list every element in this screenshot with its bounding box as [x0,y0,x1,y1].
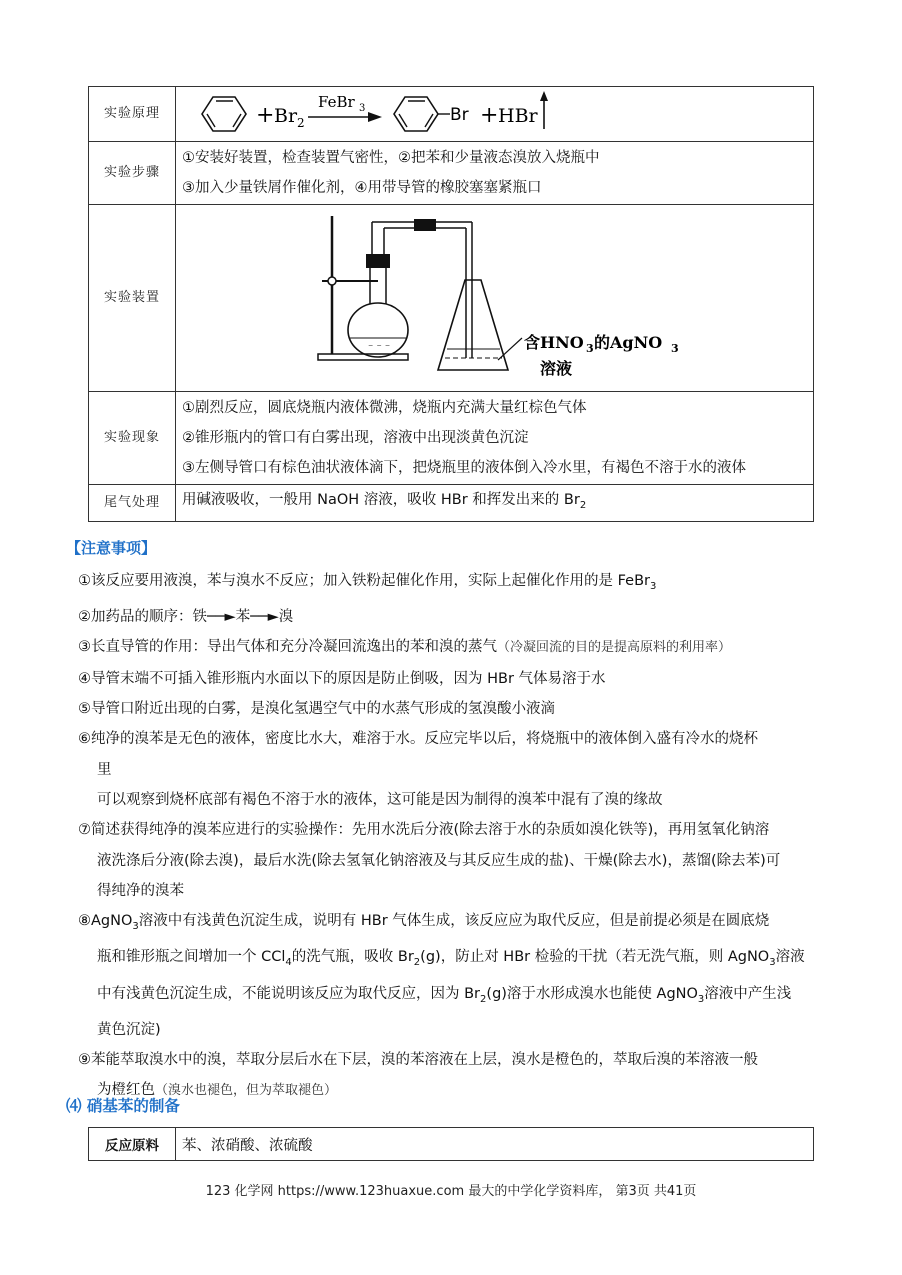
conical-flask [438,280,508,370]
page-footer: 123 化学网 https://www.123huaxue.com 最大的中学化学资料库， 第3页 共41页 [205,1184,697,1199]
nitrobenzene-table [88,1127,814,1161]
phenomenon-line: ②锥形瓶内的管口有白雾出现，溶液中出现淡黄色沉淀 [182,430,529,446]
note-item: ⑥纯净的溴苯是无色的液体，密度比水大，难溶于水。反应完毕以后，将烧瓶中的液体倒入盛有冷水的烧杯 [78,731,758,748]
note-item: ⑧AgNO$_3$溶液中有浅黄色沉淀生成，说明有 HBr 气体生成，该反应应为取代反应，但是前提必须是在圆底烧 [78,913,770,933]
product-br: Br [450,105,469,125]
stand-base [318,354,408,360]
row-label: 反应原料 [89,1128,176,1161]
note-item: 中有浅黄色沉淀生成，不能说明该反应为取代反应，因为 $Br_2(g)$溶于水形成溴水也能使 AgNO$_3$溶液中产生浅 [97,985,792,1005]
svg-text:3: 3 [586,342,594,355]
apparatus-label: 含HNO [524,333,584,352]
plus-sign-2: + [480,103,499,128]
steps-cell [176,142,814,205]
note-item: 里 [97,761,112,778]
arrow-icon: ──► [250,609,279,626]
svg-text:溶液: 溶液 [540,359,573,378]
step-line: ①安装好装置，检查装置气密性，②把苯和少量液态溴放入烧瓶中 [182,150,600,166]
row-label: 尾气处理 [89,485,176,522]
connector [414,219,436,231]
note-item: ⑨苯能萃取溴水中的溴，萃取分层后水在下层，溴的苯溶液在上层，溴水是橙色的，萃取后溴的苯溶液一般 [78,1052,758,1069]
note-item: ④导管末端不可插入锥形瓶内水面以下的原因是防止倒吸，因为 HBr 气体易溶于水 [78,670,606,687]
apparatus-diagram [182,208,782,388]
note-item: 可以观察到烧杯底部有褐色不溶于水的液体，这可能是因为制得的溴苯中混有了溴的缘故 [97,791,663,808]
phenomenon-line: ①剧烈反应，圆底烧瓶内液体微沸，烧瓶内充满大量红棕色气体 [182,400,587,416]
note-item: 黄色沉淀) [97,1021,161,1038]
br2-sub: 2 [297,116,305,130]
plus-sign: + [256,103,275,128]
phenomena-cell [176,392,814,485]
catalyst-text: FeBr [318,93,355,111]
hbr-text: HBr [498,105,538,127]
note-item: ⑦简述获得纯净的溴苯应进行的实验操作：先用水洗后分液(除去溶于水的杂质如溴化铁等)，再用氢氧化钠溶 [78,822,770,839]
row-label: 实验装置 [89,205,176,392]
phenomenon-line: ③左侧导管口有棕色油状液体滴下，把烧瓶里的液体倒入冷水里，有褐色不溶于水的液体 [182,460,746,476]
catalyst-sub: 3 [359,103,366,114]
row-label: 实验现象 [89,392,176,485]
apparatus-cell [176,205,814,392]
svg-text:的AgNO: 的AgNO [594,333,663,352]
stopper [366,254,390,268]
benzene-ring [202,97,246,131]
notes-title: 【注意事项】 [66,539,157,557]
br2-text: Br [274,105,298,127]
note-item: ②加药品的顺序：铁──►苯──►溴 [78,602,842,632]
note-item: ①该反应要用液溴，苯与溴水不反应；加入铁粉起催化作用，实际上起催化作用的是 FeBr$_3$ [78,573,657,592]
reaction-equation [176,87,814,142]
note-item: ③长直导管的作用：导出气体和充分冷凝回流逸出的苯和溴的蒸气（冷凝回流的目的是提高原料的利用率） [78,639,732,656]
reaction-svg [182,89,742,139]
experiment-table [88,86,814,522]
note-item: 得纯净的溴苯 [97,882,184,899]
section-heading: ⑷ 硝基苯的制备 [66,1097,180,1115]
benzene-ring-product [394,97,438,131]
materials-cell: 苯、浓硝酸、浓硫酸 [176,1128,814,1161]
row-label: 实验步骤 [89,142,176,205]
row-label: 实验原理 [89,87,176,142]
tail-gas-cell: 用碱液吸收，一般用 NaOH 溶液，吸收 HBr 和挥发出来的 $Br_2$ [176,485,814,522]
notes-list [78,566,842,1107]
note-item: 为橙红色（溴水也褪色，但为萃取褪色） [97,1082,338,1099]
step-line: ③加入少量铁屑作催化剂，④用带导管的橡胶塞塞紧瓶口 [182,180,542,196]
svg-text:3: 3 [671,342,679,355]
arrow-icon: ──► [207,609,236,626]
svg-text:⁻ ⁻ ⁻: ⁻ ⁻ ⁻ [368,343,391,354]
note-item: 液洗涤后分液(除去溴)，最后水洗(除去氢氧化钠溶液及与其反应生成的盐)、干燥(除去水)，蒸馏(除去苯)可 [97,852,781,869]
note-item: ⑤导管口附近出现的白雾，是溴化氢遇空气中的水蒸气形成的氢溴酸小液滴 [78,701,555,718]
note-item: 瓶和锥形瓶之间增加一个 CCl$_4$的洗气瓶，吸收 $Br_2(g)$，防止对 HBr 检验的干扰（若无洗气瓶，则 AgNO$_3$溶液 [97,949,805,969]
